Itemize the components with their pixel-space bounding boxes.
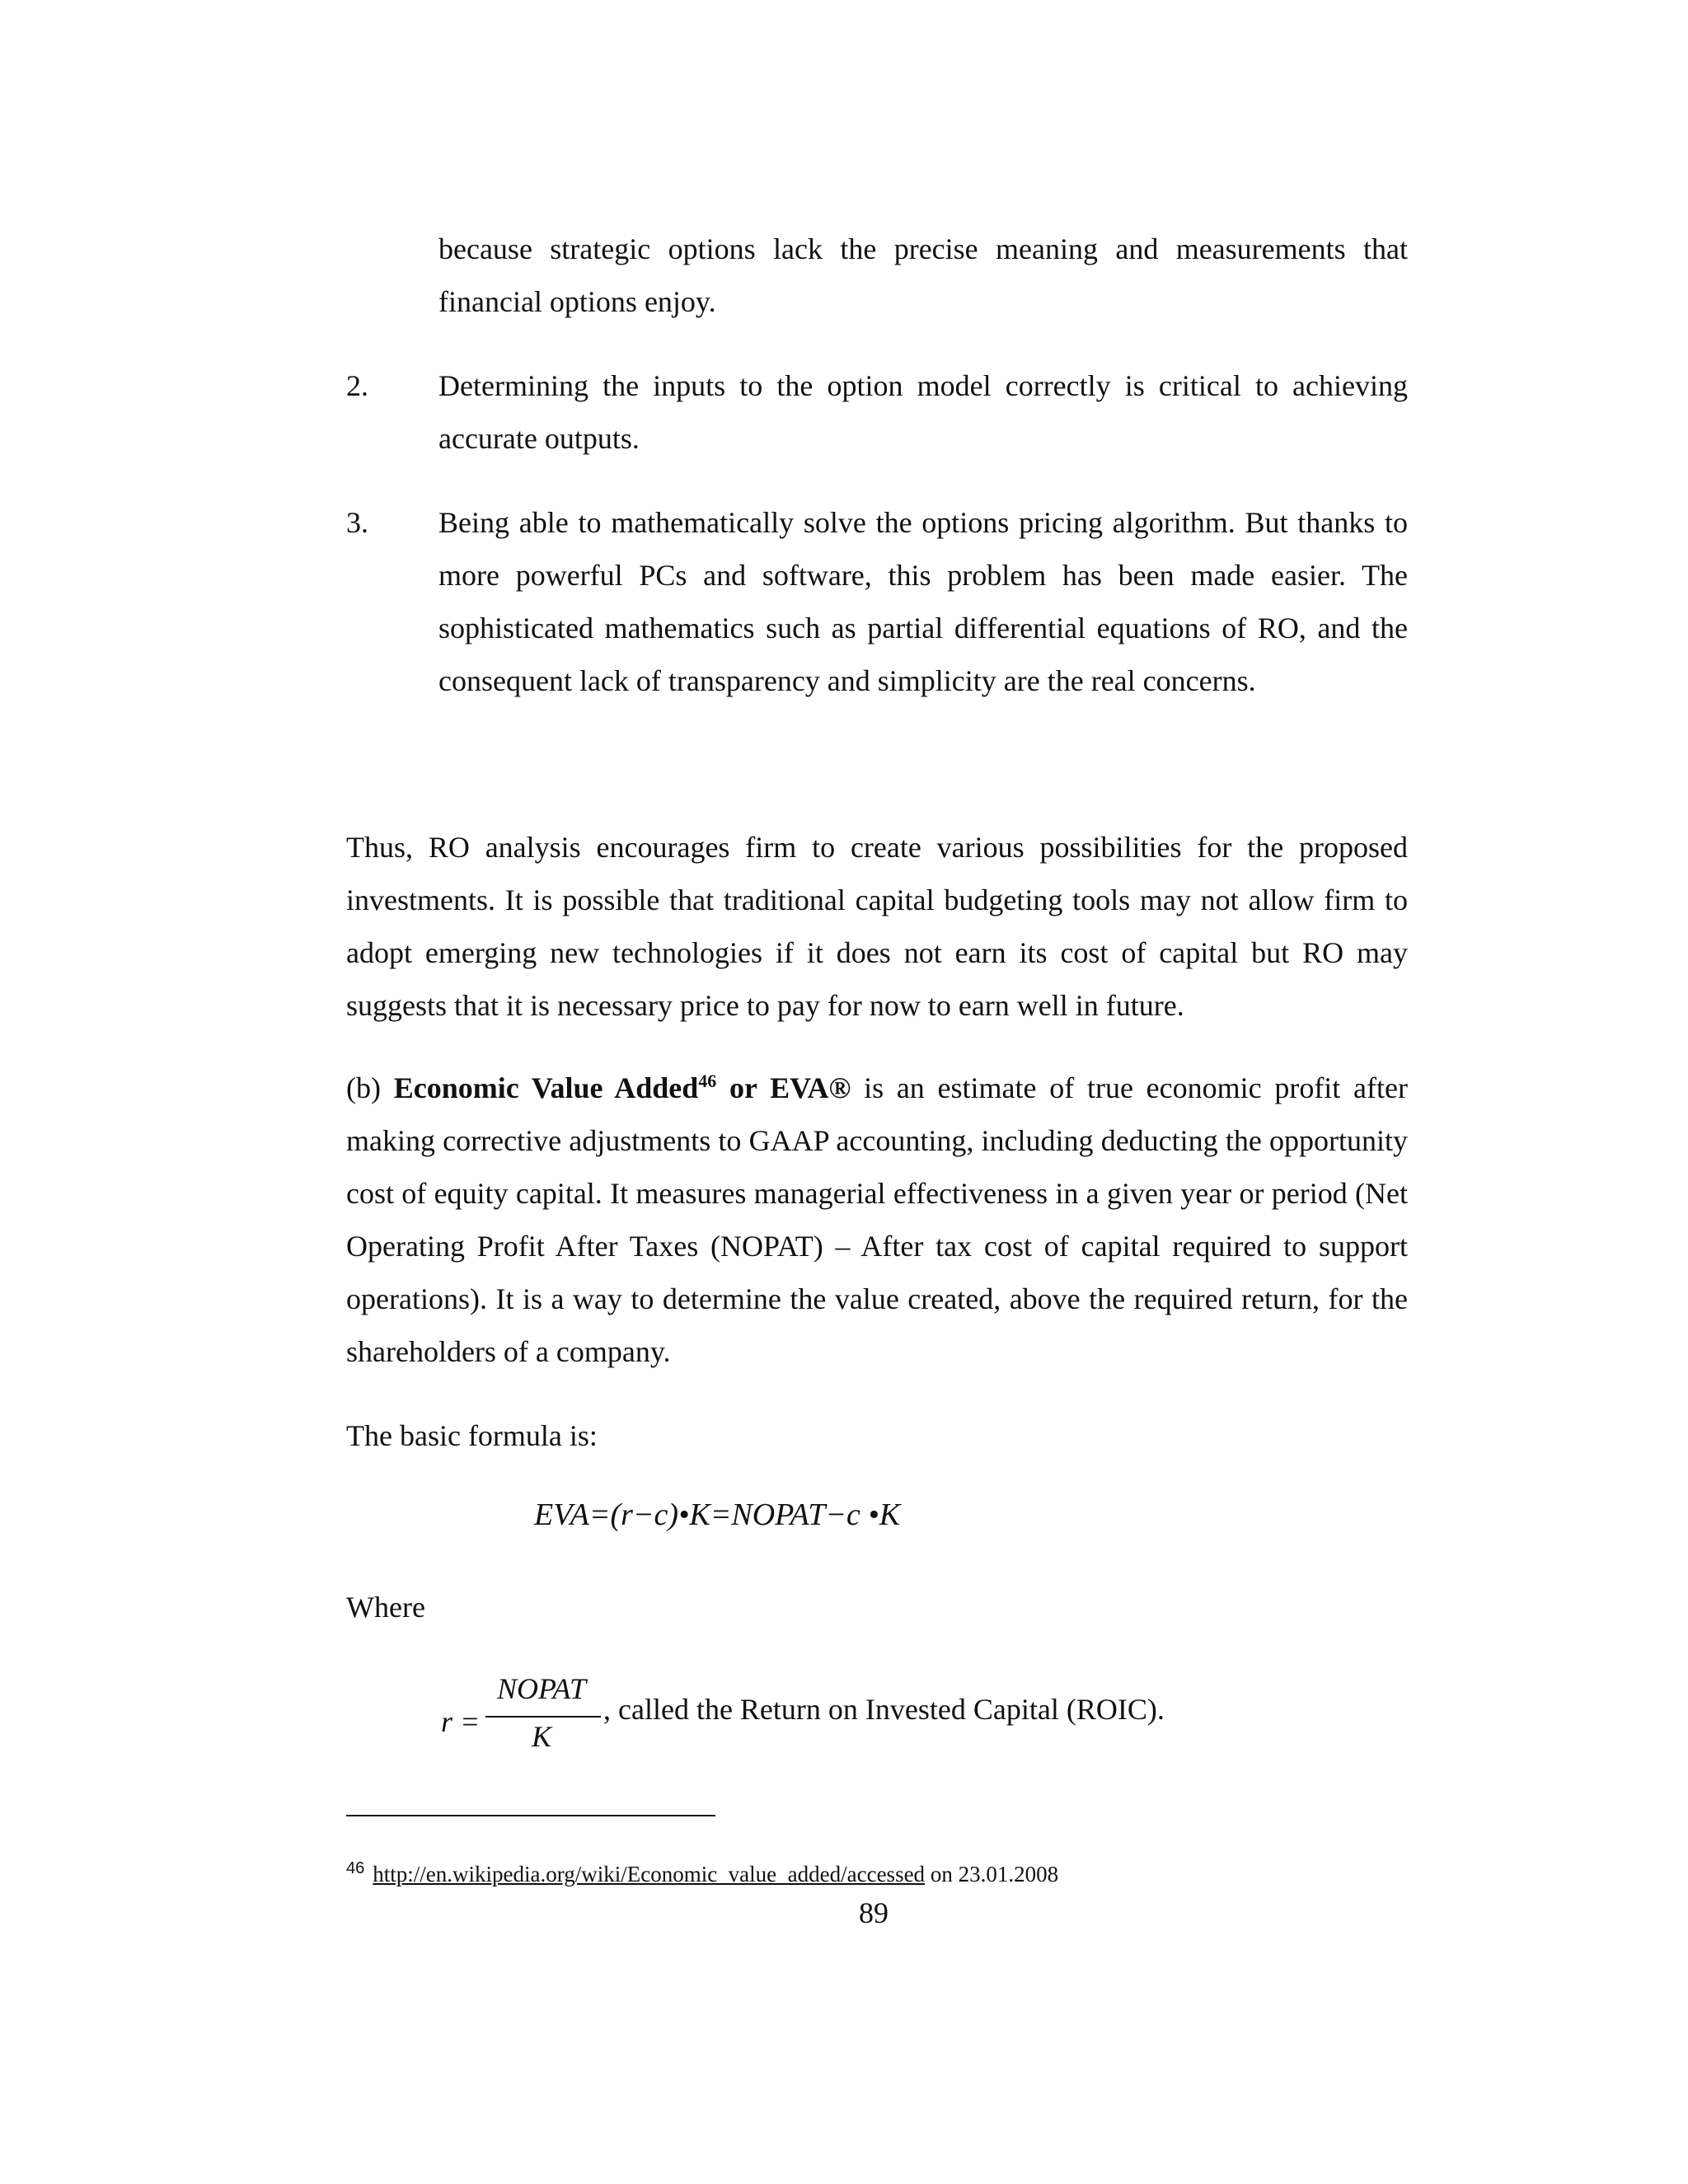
section-label: (b) <box>346 1071 394 1104</box>
where-label: Where <box>346 1591 425 1624</box>
formula-roic-caption: , called the Return on Invested Capital (ROIC). <box>603 1693 1165 1726</box>
bold-term-suffix: or EVA® <box>716 1071 851 1104</box>
formula-roic <box>441 1671 606 1770</box>
fraction-bar <box>485 1716 601 1718</box>
footnote-mark: 46 <box>346 1859 365 1877</box>
footnote-link[interactable]: http://en.wikipedia.org/wiki/Economic_value_added/accessed <box>373 1862 926 1886</box>
formula-lhs: r = <box>441 1705 481 1738</box>
footnote-reference[interactable]: 46 <box>698 1071 717 1091</box>
list-text: Being able to mathematically solve the options pricing algorithm. But thanks to more powerful PCs and software, this problem has been made easier. The sophisticated mathematics such as partial differential equations of RO, and the consequent lack of transparency and simplicity are the real concerns. <box>438 506 1408 697</box>
list-item-3 <box>346 496 1408 707</box>
footnote <box>346 1859 1058 1889</box>
paragraph-thus: Thus, RO analysis encourages firm to create various possibilities for the proposed investments. It is possible that traditional capital budgeting tools may not allow firm to adopt emerging new technologies if it does not earn its cost of capital but RO may suggests that it is necessary price to pay for now to earn well in future. <box>346 831 1408 1022</box>
fraction-denominator: K <box>531 1720 551 1753</box>
paragraph-body: is an estimate of true economic profit after making corrective adjustments to GAAP accounting, including deducting the opportunity cost of equity capital. It measures managerial effectiveness in a given year or period (Net Operating Profit After Taxes (NOPAT) – After tax cost of capital required to support operations). It is a way to determine the value created, above the required return, for the shareholders of a company. <box>346 1071 1408 1368</box>
fraction-numerator: NOPAT <box>496 1672 587 1705</box>
footnote-suffix: on 23.01.2008 <box>925 1862 1059 1886</box>
list-item-continuation: because strategic options lack the precise meaning and measurements that financial options enjoy. <box>438 232 1408 318</box>
list-number: 2. <box>346 369 368 402</box>
formula-eva: EVA=(r−c)•K=NOPAT−c •K <box>534 1497 901 1532</box>
footnote-divider <box>346 1815 715 1816</box>
bold-term: Economic Value Added <box>393 1071 699 1104</box>
list-text: Determining the inputs to the option model correctly is critical to achieving accurate outputs. <box>438 369 1408 455</box>
formula-intro: The basic formula is: <box>346 1419 598 1452</box>
list-number: 3. <box>346 506 368 539</box>
page-number: 89 <box>859 1896 889 1929</box>
list-item-2 <box>346 359 1408 465</box>
paragraph-eva <box>346 1062 1408 1378</box>
